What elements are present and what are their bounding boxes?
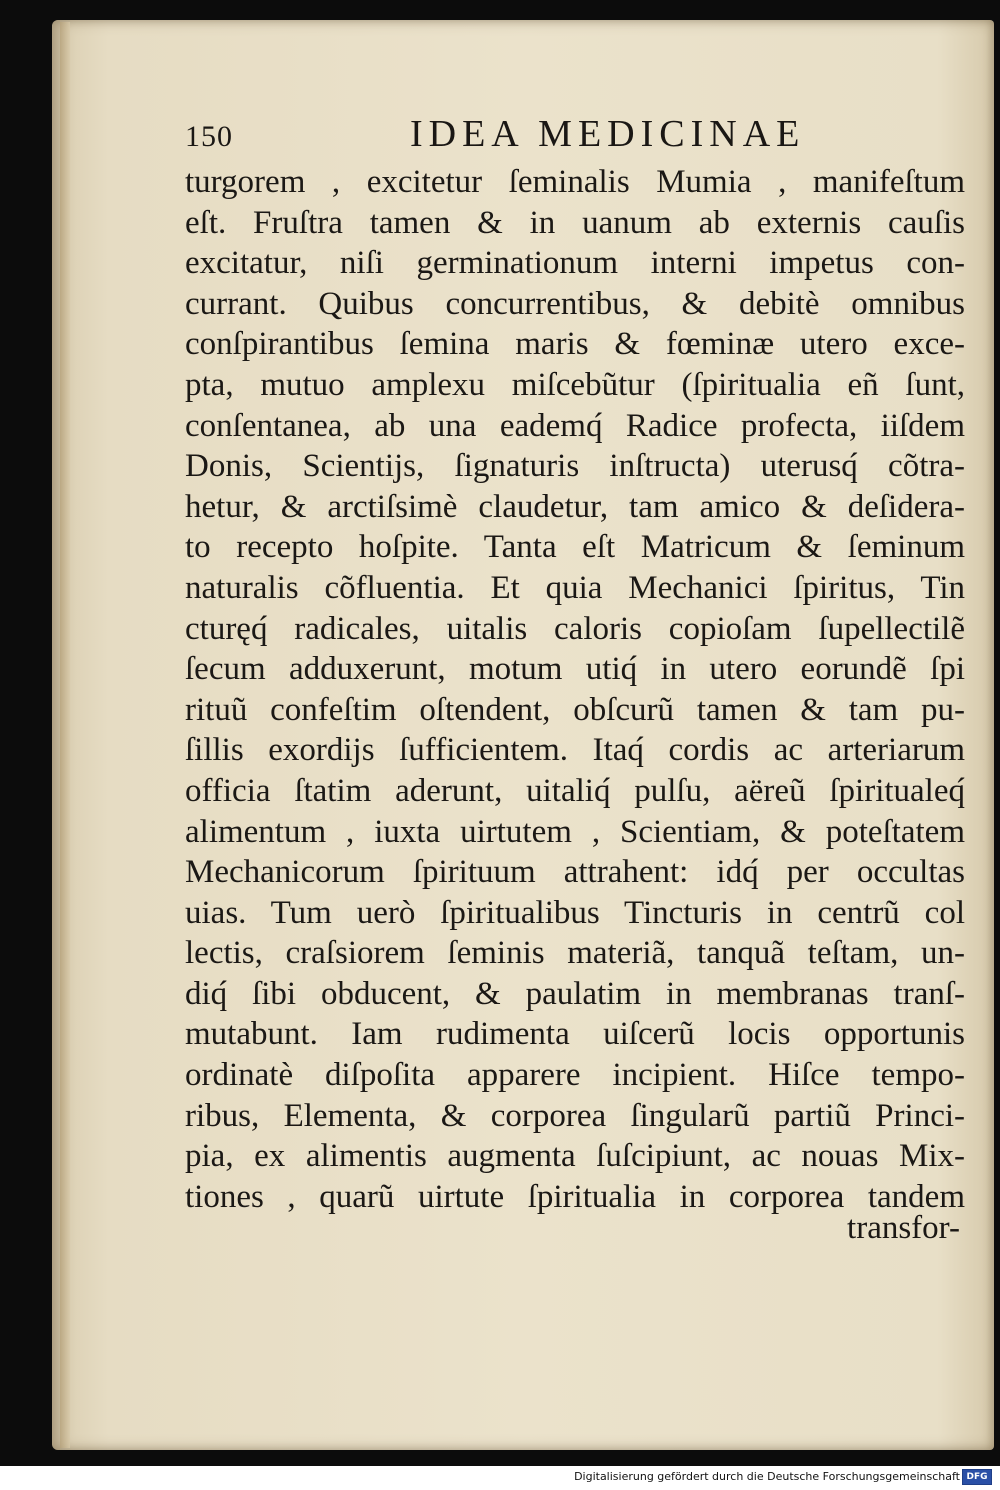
text-line: conſpirantibus ſemina maris & fœminæ utero exce- [185,326,965,363]
text-line: conſentanea, ab una eademq́ Radice profecta, iiſdem [185,407,965,444]
text-line: uias. Tum uerò ſpiritualibus Tincturis in centrũ col [185,894,965,931]
text-line: cturęq́ radicales, uitalis caloris copioſam ſupellectilẽ [185,610,965,647]
text-line: lectis, craſsiorem ſeminis materiã, tanquã teſtam, un- [185,935,965,972]
text-line: ribus, Elementa, & corporea ſingularũ partiũ Princi- [185,1097,965,1134]
dfg-logo-icon: DFG [962,1469,992,1485]
text-line: eſt. Fruſtra tamen & in uanum ab externis cauſis [185,204,965,241]
text-line: to recepto hoſpite. Tanta eſt Matricum & ſeminum [185,529,965,566]
text-line: hetur, & arctiſsimè claudetur, tam amico & deſidera- [185,488,965,525]
text-line: officia ſtatim aderunt, uitaliq́ pulſu, aëreũ ſpiritualeq́ [185,772,965,809]
text-line: Donis, Scientijs, ſignaturis inſtructa) uterusq́ cõtra- [185,448,965,485]
page-gutter-edge [60,22,70,1448]
text-line: diq́ ſibi obducent, & paulatim in membranas tranſ- [185,975,965,1012]
text-line: ordinatè diſpoſita apparere incipient. Hiſce tempo- [185,1057,965,1094]
text-line: Mechanicorum ſpirituum attrahent: idq́ per occultas [185,854,965,891]
text-line: ſillis exordijs ſufficientem. Itaq́ cordis ac arteriarum [185,732,965,769]
text-line: excitatur, niſi germinationum interni impetus con- [185,245,965,282]
running-title: IDEA MEDICINAE [410,113,806,155]
page-number: 150 [185,120,233,153]
body-text [185,162,965,1217]
text-line: pta, mutuo amplexu miſcebũtur (ſpiritualia eñ ſunt, [185,366,965,403]
text-line: ſecum adduxerunt, motum utiq́ in utero eorundẽ ſpi [185,651,965,688]
catchword: transfor- [847,1210,960,1246]
text-line: currant. Quibus concurrentibus, & debitè omnibus [185,285,965,322]
text-line: pia, ex alimentis augmenta ſuſcipiunt, ac nouas Mix- [185,1138,965,1175]
text-line: turgorem , excitetur ſeminalis Mumia , manifeſtum [185,164,965,200]
text-line: mutabunt. Iam rudimenta uiſcerũ locis opportunis [185,1016,965,1053]
digitization-credit: Digitalisierung gefördert durch die Deutsche Forschungsgemeinschaft [574,1470,960,1483]
page-header [185,112,965,158]
text-line: alimentum , iuxta uirtutem , Scientiam, & poteſtatem [185,813,965,850]
text-line: naturalis cõfluentia. Et quia Mechanici ſpiritus, Tin [185,569,965,606]
text-line: tiones , quarũ uirtute ſpiritualia in corporea tandem [185,1178,965,1215]
text-line: rituũ confeſtim oſtendent, obſcurũ tamen & tam pu- [185,691,965,728]
